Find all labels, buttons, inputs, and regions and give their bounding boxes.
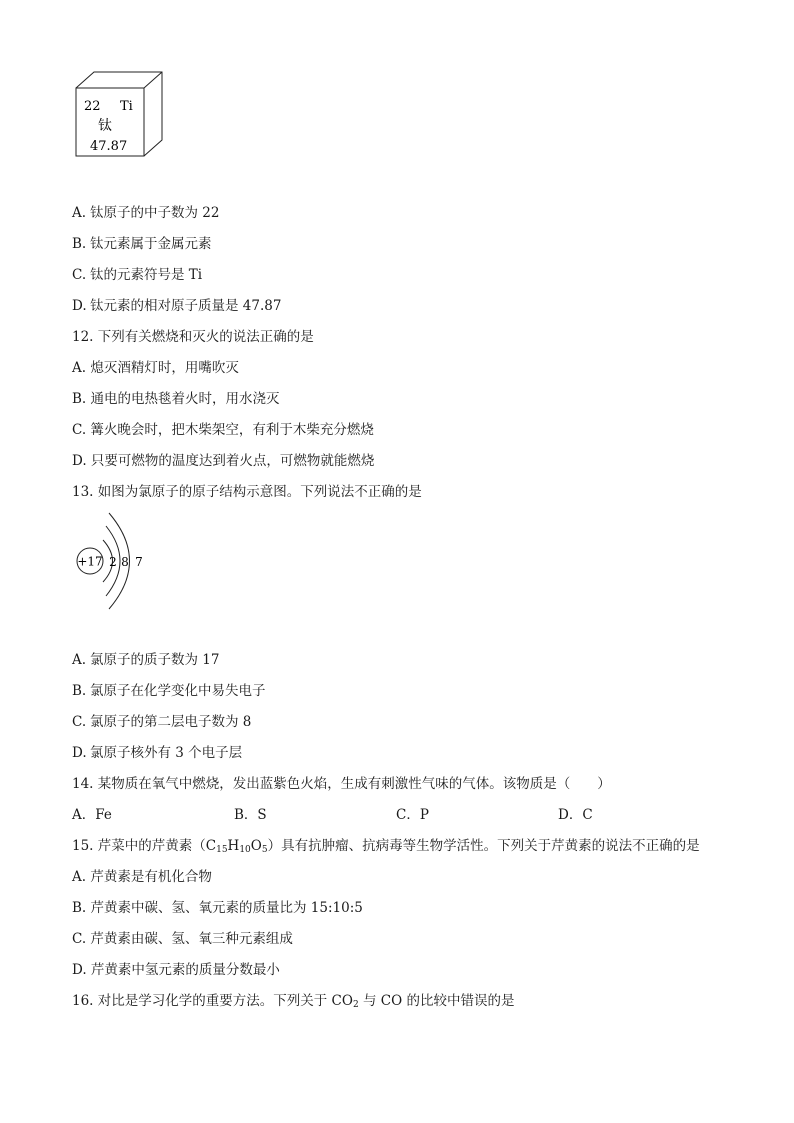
- titanium-element-cell: [74, 70, 166, 158]
- q14-option-b: B．S: [234, 807, 267, 823]
- q14-stem: 14. 某物质在氧气中燃烧，发出蓝紫色火焰，生成有刺激性气味的气体。该物质是（ ）: [72, 776, 611, 792]
- q16-stem: 16. 对比是学习化学的重要方法。下列关于 $CO_2$ 与 CO 的比较中错误的是: [72, 993, 515, 1010]
- q14-option-a: A．Fe: [72, 807, 112, 823]
- ti-atomic-mass: 47.87: [90, 139, 128, 154]
- q12-stem: 12. 下列有关燃烧和灭火的说法正确的是: [72, 329, 314, 345]
- q12-option-b: B. 通电的电热毯着火时，用水浇灭: [72, 391, 280, 407]
- q14-options-row: [72, 806, 712, 824]
- q14-option-d: D．C: [558, 807, 593, 823]
- q11-option-a: A. 钛原子的中子数为 22: [72, 205, 220, 221]
- q14-option-c: C．P: [396, 807, 429, 823]
- q15-option-b: B. 芹黄素中碳、氢、氧元素的质量比为 15:10:5: [72, 900, 363, 916]
- q15-stem: 15. 芹菜中的芹黄素$(C_{15}H_{10}O_5)$具有抗肿瘤、抗病毒等生物学活性。下列关于芹黄素的说法不正确的是: [72, 838, 700, 855]
- ti-symbol: Ti: [120, 99, 133, 114]
- q13-option-a: A. 氯原子的质子数为 17: [72, 652, 220, 668]
- q13-option-d: D. 氯原子核外有 3 个电子层: [72, 745, 243, 761]
- q15-option-d: D. 芹黄素中氢元素的质量分数最小: [72, 962, 280, 978]
- q15-option-a: A. 芹黄素是有机化合物: [72, 869, 212, 885]
- q13-option-c: C. 氯原子的第二层电子数为 8: [72, 714, 252, 730]
- shell-3-electrons: 7: [135, 555, 143, 569]
- q12-option-d: D. 只要可燃物的温度达到着火点，可燃物就能燃烧: [72, 453, 375, 469]
- q12-option-c: C. 篝火晚会时，把木柴架空，有利于木柴充分燃烧: [72, 422, 374, 438]
- q12-option-a: A. 熄灭酒精灯时，用嘴吹灭: [72, 360, 239, 376]
- shell-2-electrons: 8: [121, 555, 129, 569]
- ti-atomic-number: 22: [84, 99, 101, 114]
- chlorine-atom-structure-diagram: [72, 508, 152, 610]
- q11-option-c: C. 钛的元素符号是 Ti: [72, 267, 203, 283]
- ti-name: 钛: [98, 118, 112, 134]
- shell-1-electrons: 2: [109, 555, 117, 569]
- q13-stem: 13. 如图为氯原子的原子结构示意图。下列说法不正确的是: [72, 484, 422, 500]
- q11-option-d: D. 钛元素的相对原子质量是 47.87: [72, 298, 282, 314]
- nucleus-charge: +17: [77, 554, 103, 569]
- q15-option-c: C. 芹黄素由碳、氢、氧三种元素组成: [72, 931, 293, 947]
- q13-option-b: B. 氯原子在化学变化中易失电子: [72, 683, 266, 699]
- q11-option-b: B. 钛元素属于金属元素: [72, 236, 212, 252]
